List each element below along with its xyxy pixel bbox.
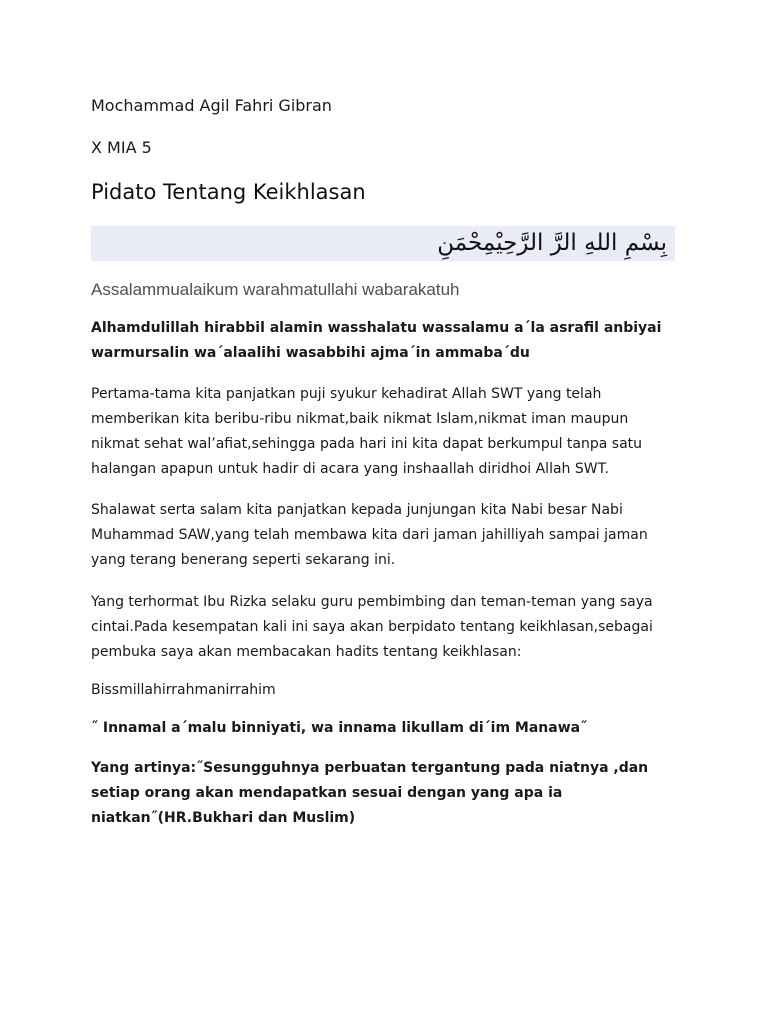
paragraph-line: Yang terhormat Ibu Rizka selaku guru pembimbing dan teman-teman yang saya — [91, 594, 653, 610]
class-name: X MIA 5 — [91, 138, 152, 157]
translation-line: Yang artinya:˝Sesungguhnya perbuatan tergantung pada niatnya ,dan — [91, 760, 649, 776]
greeting-line: Assalammualaikum warahmatullahi wabarakatuh — [91, 280, 460, 299]
hadith-quote: ˝ Innamal a´malu binniyati, wa innama likullam di´im Manawa˝ — [91, 720, 588, 736]
paragraph-gratitude — [91, 382, 681, 482]
paragraph-line: Shalawat serta salam kita panjatkan kepada junjungan kita Nabi besar Nabi — [91, 502, 623, 518]
arabic-basmala-text: بِسْمِ اللهِ الرَّ الرَّحِيْمِحْمَنِ — [437, 230, 667, 256]
arabic-basmala-band — [91, 226, 675, 261]
paragraph-line: memberikan kita beribu-ribu nikmat,baik nikmat Islam,nikmat iman maupun — [91, 411, 629, 427]
paragraph-line: nikmat sehat wal’afiat,sehingga pada hari ini kita dapat berkumpul tanpa satu — [91, 436, 643, 452]
paragraph-shalawat — [91, 498, 681, 573]
opening-line: Alhamdulillah hirabbil alamin wasshalatu wassalamu a´la asrafil anbiyai — [91, 320, 662, 336]
hadith-translation — [91, 756, 681, 831]
paragraph-respect — [91, 590, 681, 665]
bismillah-latin: Bissmillahirrahmanirrahim — [91, 682, 276, 698]
paragraph-line: Pertama-tama kita panjatkan puji syukur kehadirat Allah SWT yang telah — [91, 386, 602, 402]
author-name: Mochammad Agil Fahri Gibran — [91, 96, 332, 115]
paragraph-line: yang terang benerang seperti sekarang ini. — [91, 552, 396, 568]
paragraph-line: halangan apapun untuk hadir di acara yang inshaallah diridhoi Allah SWT. — [91, 461, 609, 477]
translation-line: setiap orang akan mendapatkan sesuai dengan yang apa ia — [91, 785, 563, 801]
paragraph-line: Muhammad SAW,yang telah membawa kita dari jaman jahilliyah sampai jaman — [91, 527, 648, 543]
paragraph-line: cintai.Pada kesempatan kali ini saya akan berpidato tentang keikhlasan,sebagai — [91, 619, 653, 635]
opening-line: warmursalin wa´alaalihi wasabbihi ajma´in ammaba´du — [91, 345, 530, 361]
document-title: Pidato Tentang Keikhlasan — [91, 180, 366, 204]
paragraph-line: pembuka saya akan membacakan hadits tentang keikhlasan: — [91, 644, 522, 660]
opening-paragraph — [91, 316, 681, 366]
translation-line: niatkan˝(HR.Bukhari dan Muslim) — [91, 810, 356, 826]
